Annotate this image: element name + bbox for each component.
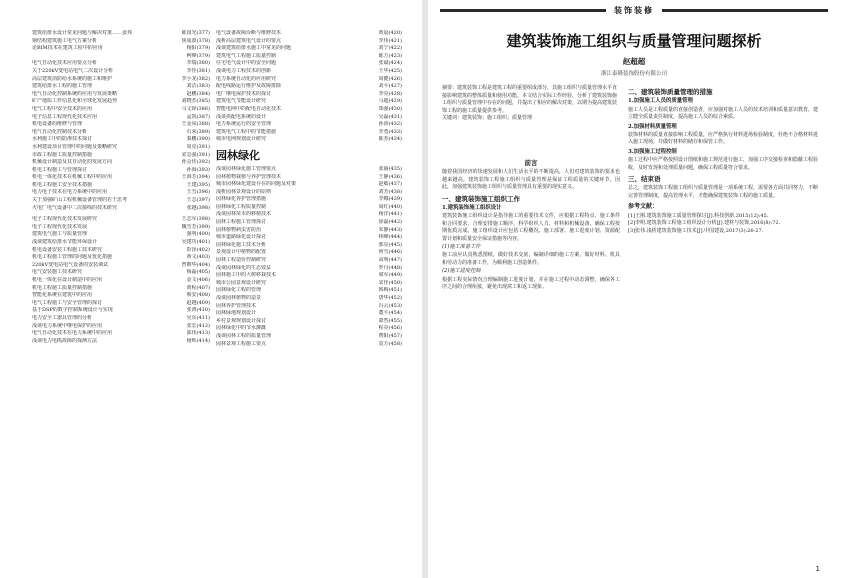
toc-entry <box>32 239 210 247</box>
toc-entry <box>32 114 210 122</box>
toc-entry-title: 机电工程施工质量控制措施 <box>32 284 93 291</box>
toc-entry-author-page: 周健(426) <box>378 75 402 82</box>
toc-entry-author-page: 李娜(439) <box>378 196 402 203</box>
toc-entry-author-page: 王金凤(388) <box>181 121 210 128</box>
toc-entry-author-page: 冯云(453) <box>378 302 402 309</box>
toc-entry <box>32 152 210 160</box>
toc-entry <box>32 307 210 315</box>
toc-entry <box>216 68 402 76</box>
toc-entry <box>32 30 210 38</box>
keywords: 关键词：建筑装饰；施工组织；质量管理 <box>442 115 533 121</box>
toc-entry-author-page: 强明(400) <box>186 231 210 238</box>
section-title: 园林绿化 <box>216 148 260 162</box>
toc-entry <box>216 196 402 204</box>
header-label: 装饰装修 <box>614 5 654 15</box>
toc-entry-title: 配电线路运行维护及故障排除 <box>216 83 282 90</box>
toc-entry <box>216 45 402 53</box>
toc-entry <box>216 287 402 295</box>
toc-entry-author-page: 曹阳(457) <box>378 332 402 339</box>
toc-entry-title: 浅谈供配电系统的设计 <box>216 113 267 120</box>
toc-entry-author-page: 蔡安(408) <box>186 292 210 299</box>
toc-entry-author-page: 梁军(449) <box>378 272 402 279</box>
toc-entry-author-page: 萧然(455) <box>378 317 402 324</box>
intro-heading: 前言 <box>524 159 538 167</box>
toc-entry <box>216 98 402 106</box>
toc-entry <box>216 310 402 318</box>
toc-entry <box>216 136 402 144</box>
toc-entry-author-page: 刘宁(422) <box>378 45 402 52</box>
toc-entry-author-page: 陈国光(377) <box>181 30 210 36</box>
author: 赵超超 <box>622 57 646 66</box>
toc-entry <box>32 106 210 114</box>
toc-entry <box>216 106 402 114</box>
toc-entry-author-page: 董平(454) <box>378 310 402 317</box>
toc-entry <box>216 174 402 182</box>
toc-entry <box>32 315 210 323</box>
toc-entry-author-page: 罗丹(448) <box>378 264 402 271</box>
toc-entry <box>32 174 210 182</box>
toc-entry <box>216 325 402 333</box>
toc-entry-title: 乡村景观规划设计探讨 <box>216 317 267 324</box>
toc-entry <box>32 68 210 76</box>
toc-entry <box>32 129 210 137</box>
toc-entry-author-page: 彭泽(402) <box>186 246 210 253</box>
toc-entry-author-page: 周红(440) <box>378 203 402 210</box>
toc-entry <box>216 257 402 265</box>
toc-entry-author-page: 杨阳(379) <box>186 45 210 52</box>
toc-entry-title: 电气工程施工与安全管理的探讨 <box>32 299 103 306</box>
subheading-2-1: 1.加强施工人员的质量管理 <box>628 98 693 105</box>
toc-entry-author-page: 李小龙(382) <box>181 75 210 82</box>
toc-entry-author-page: 孙会佳(392) <box>181 159 210 166</box>
toc-entry <box>32 330 210 338</box>
toc-entry-title: 园林绿化养护管理措施 <box>216 196 267 203</box>
toc-entry-author-page: 杨洋(441) <box>378 211 402 218</box>
toc-entry-author-page: 张越(398) <box>186 204 210 211</box>
paragraph: 建筑装饰施工组织设计是指导施工的重要技术文件，应根据工程特点、施工条件和合同要求，合理安排施工顺序，科学组织人力、材料和机械设备，确保工程按期优质完成。施工组织设计应包括工程概况、施工部署、施工进度计划、资源配置计划和质量安全保证措施等内容。 <box>442 213 620 242</box>
reference-item: [2]李明.建筑装饰工程施工组织设计分析[J].建材与装饰,2016(8):72. <box>628 220 781 227</box>
toc-entry-title: 城市园林绿化建设存在的问题及对策 <box>216 181 297 188</box>
toc-entry-author-page: 徐磊(442) <box>378 219 402 226</box>
toc-entry <box>32 300 210 308</box>
toc-entry-author-page: 张斌(424) <box>378 60 402 67</box>
paragraph: 施工前应认真熟悉图纸，做好技术交底，编制详细的施工方案，做好材料、机具和劳动力的准备工作，为顺利施工创造条件。 <box>442 252 620 266</box>
affiliation: 浙江泰隆装饰股份有限公司 <box>600 71 667 77</box>
paragraph: 施工人员是工程质量的直接创造者，应加强对施工人员的技术培训和质量意识教育，建立健全质量责任制度，提高施工人员的综合素质。 <box>628 106 818 121</box>
toc-entry-title: 住宅电气设计中的安全问题 <box>216 60 277 67</box>
toc-entry-author-page: 张丽(435) <box>378 165 402 172</box>
toc-entry <box>32 285 210 293</box>
toc-entry-title: 电厂继电保护技术的探讨 <box>216 90 272 97</box>
toc-entry <box>32 338 210 346</box>
toc-entry-author-page: 何雪(446) <box>378 249 402 256</box>
paragraph: 施工过程中应严格按照设计图纸和施工规范进行施工，加强工序交接检查和隐蔽工程验收，及时发现和处理质量问题，确保工程质量符合要求。 <box>628 157 818 171</box>
toc-entry <box>216 38 402 46</box>
toc-column-2 <box>216 30 402 348</box>
toc-entry <box>216 227 402 235</box>
toc-entry-title: 浅谈园林绿化施工管理要点 <box>216 165 277 172</box>
body-column-2 <box>628 85 818 565</box>
toc-entry-title: 机电设备安装工程施工技术研究 <box>32 246 103 253</box>
toc-entry-title: 电子工程现代化技术发展 <box>32 223 88 230</box>
reference-item: [1]王刚.建筑装饰施工质量管理探讨[J].科技创新,2015(12):45. <box>628 212 769 219</box>
toc-entry-title: 园林绿化中的节水灌溉 <box>216 325 267 332</box>
toc-entry-title: 电力系统运行的安全管理 <box>216 121 272 128</box>
toc-entry-title: 建筑给排水设计常见问题与解决对策……姜邦 <box>32 30 133 36</box>
toc-entry-title: 浅谈电力工程技术的创新 <box>216 67 272 74</box>
toc-entry <box>32 98 210 106</box>
toc-entry-author-page: 李佳(381) <box>186 67 210 74</box>
toc-entry <box>32 45 210 53</box>
toc-entry-title: 电气自动化技术应用要点分析 <box>32 60 98 67</box>
toc-entry <box>32 189 210 197</box>
toc-entry-author-page: 吴磊(431) <box>378 113 402 120</box>
toc-entry <box>32 205 210 213</box>
heading-2: 二、建筑装饰质量管理的措施 <box>628 88 713 96</box>
toc-entry-title: 矿产地质工作信息化和全球化发展趋势 <box>32 98 118 105</box>
toc-entry-author-page: 李瑞(380) <box>186 60 210 67</box>
toc-entry-title: 浅谈园林工程的质量管理 <box>216 332 272 339</box>
toc-entry-title: 机电一体化在设计制造中的应用 <box>32 277 103 283</box>
toc-entry-author-page: 吴东(411) <box>186 314 210 321</box>
heading-3: 三、结束语 <box>628 175 661 184</box>
toc-entry-author-page: 陈方(423) <box>378 52 402 59</box>
abstract-text: 摘要：建筑装饰工程是建筑工程的重要组成部分，其施工组织与质量管理水平直接影响建筑的整体质量和使用功能。本文结合实际工作经验，分析了建筑装饰施工组织与质量管理中存在的问题，并提出了相应的解决对策，以期为提高建筑装饰工程的施工质量提供参考。 <box>442 85 618 114</box>
toc-entry <box>216 129 402 137</box>
toc-entry-title: 浅析园林景观设计的原则 <box>216 188 272 195</box>
toc-entry-author-page: 王华(425) <box>378 67 402 74</box>
toc-entry-author-page: 焦成波(378) <box>181 37 210 44</box>
toc-entry <box>32 277 210 285</box>
toc-entry <box>216 249 402 257</box>
toc-entry <box>216 303 402 311</box>
toc-column-1 <box>32 30 210 345</box>
toc-entry-author-page: 孙海(393) <box>186 166 210 173</box>
toc-entry-title: 建筑电气工程中的节能措施 <box>216 128 277 135</box>
toc-entry-title: 钢结构建筑施工电气方案分析 <box>32 37 98 44</box>
toc-entry-title: 建筑电气工程施工质量控制 <box>216 52 277 59</box>
toc-entry-title: 火电厂电气设备中二次接线的技术研究 <box>32 204 118 211</box>
toc-entry <box>216 272 402 280</box>
toc-entry-title: 园林养护管理技术 <box>216 302 257 309</box>
toc-entry-author-page: 袁方(458) <box>378 340 402 347</box>
toc-entry <box>32 38 210 46</box>
toc-entry <box>216 189 402 197</box>
toc-entry-title: 基于DSP的数字控制系统设计与实现 <box>32 307 113 314</box>
toc-entry-title: 浅析高层建筑电气设计的要点 <box>216 37 282 44</box>
toc-entry-title: 电力系统自动化的应用研究 <box>216 75 277 82</box>
toc-entry-author-page: 黄程(407) <box>186 284 210 291</box>
toc-entry-author-page: 赵越(409) <box>186 299 210 306</box>
toc-entry-author-page: 王静(436) <box>378 173 402 180</box>
toc-entry <box>32 83 210 91</box>
toc-entry <box>216 219 402 227</box>
toc-entry <box>32 247 210 255</box>
toc-entry-author-page: 朱静(443) <box>378 226 402 233</box>
toc-entry <box>216 181 402 189</box>
toc-entry <box>216 280 402 288</box>
toc-entry-title: 智能化系统在建筑中的应用 <box>32 292 93 299</box>
toc-entry-author-page: 李伟(421) <box>378 37 402 44</box>
toc-entry <box>216 76 402 84</box>
toc-entry <box>216 114 402 122</box>
toc-col2-list <box>216 30 402 144</box>
toc-entry <box>216 242 402 250</box>
toc-entry-author-page: 刘平(427) <box>378 83 402 90</box>
paragraph: 根据工程实际情况合理编制施工进度计划，并在施工过程中动态调整，确保各工序之间的合理衔接，避免出现窝工和返工现象。 <box>442 276 620 291</box>
toc-entry-author-page: 唐华(452) <box>378 295 402 301</box>
toc-entry <box>216 166 402 174</box>
subsubheading: (2)施工进度控制 <box>442 268 481 275</box>
toc-entry-title: 建筑电气节能设计研究 <box>216 98 267 105</box>
toc-entry <box>32 53 210 61</box>
toc-entry-title: 园林景观工程施工要点 <box>216 340 267 347</box>
toc-entry-author-page: 李亮(428) <box>378 90 402 97</box>
toc-entry <box>32 159 210 167</box>
toc-entry-author-page: 王海芳(394) <box>181 174 210 181</box>
toc-entry <box>32 224 210 232</box>
toc-entry-author-page: 王雪(396) <box>186 189 210 196</box>
toc-col2-after <box>216 166 402 348</box>
intro-paragraph: 随着我国经济的快速发展和人们生活水平的不断提高，人们对建筑装饰的要求也越来越高。建筑装饰工程施工组织与质量管理是保证工程质量的关键环节。因此，加强建筑装饰施工组织与质量管理具有重要的现实意义。 <box>442 169 620 191</box>
toc-entry-author-page: 张宏(412) <box>186 322 210 329</box>
left-page <box>0 0 422 578</box>
toc-entry-author-page: 马超(429) <box>378 98 402 105</box>
toc-entry-title: 浅谈园林植物的造景 <box>216 295 262 301</box>
toc-entry-author-page: 黄文(403) <box>186 254 210 261</box>
toc-entry-author-page: 黄晨(420) <box>378 30 402 36</box>
toc-entry-author-page: 李勇(433) <box>378 128 402 135</box>
abstract <box>442 85 620 123</box>
toc-entry-title: 水利建设项目管理中的问题及策略研究 <box>32 143 118 150</box>
toc-entry-author-page: 曾朝华(404) <box>181 261 210 268</box>
toc-entry-title: 园林植物栽植与养护管理技术 <box>216 173 282 180</box>
toc-entry-author-page: 宋志强(391) <box>181 151 210 158</box>
toc-entry-title: 水利施工中的防渗技术探讨 <box>32 136 93 143</box>
toc-entry-title: 建筑电气施工与质量管理 <box>32 231 88 238</box>
toc-entry-title: 机电工程施工与管理探讨 <box>32 166 88 173</box>
references-list <box>628 213 818 235</box>
toc-entry-author-page: 郑强(430) <box>378 105 402 112</box>
toc-entry <box>216 204 402 212</box>
toc-entry-title: 电气自动化技术在电力系统中的应用 <box>32 330 113 337</box>
toc-entry-author-page: 程亮(456) <box>378 325 402 332</box>
toc-entry <box>32 167 210 175</box>
toc-entry <box>32 91 210 99</box>
toc-entry <box>32 269 210 277</box>
toc-entry-author-page: 张鸿(410) <box>186 307 210 314</box>
toc-entry-title: 电气安装施工技术研究 <box>32 269 83 276</box>
toc-entry <box>216 91 402 99</box>
toc-entry-author-page: 邵伟(413) <box>186 330 210 337</box>
toc-entry-author-page: 魏雪芳(399) <box>181 223 210 230</box>
toc-entry-title: 关于加强矿山工程机械设备管理的若干思考 <box>32 197 128 204</box>
toc-entry-title: 城市公园景观设计研究 <box>216 279 267 286</box>
toc-entry-title: 园林绿化工程质量控制 <box>216 203 267 210</box>
toc-entry <box>216 60 402 68</box>
toc-col1-top <box>32 30 210 212</box>
heading-1: 一、建筑装饰施工组织工作 <box>442 194 520 203</box>
toc-entry-author-page: 刘洁(383) <box>186 83 210 90</box>
toc-entry-author-page: 赵敏(437) <box>378 181 402 188</box>
toc-entry-title: 浅谈园林绿化的生态效益 <box>216 264 272 271</box>
toc-entry <box>32 292 210 300</box>
toc-entry-title: 浅谈建筑给排水施工中常见的问题 <box>216 45 292 52</box>
toc-entry-title: 高层建筑消防给水系统的施工和维护 <box>32 75 113 82</box>
header-bar-left <box>440 9 606 12</box>
toc-entry-title: 220kV变电站电气设备的安装调试 <box>32 261 109 268</box>
toc-entry-author-page: 韩梅(451) <box>378 287 402 294</box>
subsubheading: (1)施工准备工作 <box>442 244 481 251</box>
toc-entry <box>32 231 210 239</box>
toc-entry-title: 园林施工中的大树移栽技术 <box>216 272 277 279</box>
header-bar-right <box>662 9 828 12</box>
toc-entry-title: 论BIM技术在建筑工程中的应用 <box>32 45 103 52</box>
toc-entry-author-page: 林峰(444) <box>378 234 402 241</box>
toc-entry-title: 城市电网规划设计研究 <box>216 136 267 143</box>
toc-entry <box>32 144 210 152</box>
toc-entry-author-page: 孙涛(432) <box>378 121 402 128</box>
toc-col1-bottom <box>32 216 210 345</box>
toc-entry <box>216 318 402 326</box>
toc-entry-author-page: 陈杰(434) <box>378 136 402 143</box>
toc-entry <box>216 83 402 91</box>
toc-entry-author-page: 石荣(389) <box>186 128 210 135</box>
page-number: 1 <box>815 565 820 573</box>
toc-entry-title: 关于220kV变电站电气二次设计分析 <box>32 67 114 74</box>
toc-entry-title: 机电工程施工安全技术措施 <box>32 181 93 188</box>
toc-entry-author-page: 王建(395) <box>186 181 210 188</box>
toc-entry-title: 园林工程施工管理探讨 <box>216 219 267 226</box>
toc-entry-author-page: 吴建功(401) <box>181 239 210 246</box>
section-header <box>440 4 828 16</box>
toc-entry-author-page: 杨辉(414) <box>186 337 210 344</box>
toc-entry <box>32 216 210 224</box>
toc-entry-author-page: 金文(406) <box>186 277 210 283</box>
reference-item: [3]张伟.浅析建筑装饰施工技术[J].中国建设,2017(3):26-27. <box>628 227 764 234</box>
references-title: 参考文献： <box>628 203 659 211</box>
toc-entry-author-page: 宋佳(450) <box>378 279 402 286</box>
toc-entry-author-page: 马文铎(386) <box>181 105 210 112</box>
toc-entry-title: 电力电子技术在电力系统中的应用 <box>32 189 108 196</box>
toc-entry-title: 景观设计中植物的配置 <box>216 249 267 256</box>
toc-entry <box>32 262 210 270</box>
toc-entry-title: 机电设备的维修与管理 <box>32 121 83 128</box>
toc-entry <box>216 265 402 273</box>
toc-entry-title: 园林绿地规划设计 <box>216 310 257 317</box>
toc-entry <box>216 121 402 129</box>
toc-entry-title: 建筑给排水工程的施工管理 <box>32 83 93 90</box>
article-title: 建筑装饰施工组织与质量管理问题探析 <box>506 32 762 50</box>
body-column-1 <box>442 156 620 566</box>
toc-entry-title: 浅谈电力电缆故障的探测方法 <box>32 337 98 344</box>
toc-entry <box>216 341 402 349</box>
toc-entry <box>216 211 402 219</box>
toc-entry-author-page: 杨磊(405) <box>186 269 210 276</box>
paragraph: 总之，建筑装饰工程施工组织与质量管理是一项系统工程，需要各方面共同努力，不断完善管理制度，提高管理水平，才能确保建筑装饰工程的施工质量。 <box>628 185 818 199</box>
toc-entry-title: 智能电网中的配电自动化技术 <box>216 105 282 112</box>
toc-entry-author-page: 孟凯(387) <box>186 113 210 120</box>
toc-entry-author-page: 高明(447) <box>378 257 402 264</box>
toc-entry-title: 园林绿化工程的管理 <box>216 287 262 294</box>
toc-entry-author-page: 柯峰(379) <box>186 52 210 59</box>
toc-entry-author-page: 郭亮(445) <box>378 241 402 248</box>
toc-entry-title: 浅谈电力系统中继电保护的应用 <box>32 322 103 329</box>
toc-entry-title: 电气工程中安全技术的应用 <box>32 105 93 112</box>
subheading-1-1: 1.建筑装饰施工组织设计 <box>442 205 502 212</box>
toc-entry-title: 电气设备故障诊断与维修技术 <box>216 30 282 36</box>
toc-entry-title: 机电工程施工管理的问题及优化措施 <box>32 254 113 261</box>
subheading-2-3: 3.加强施工过程控制 <box>628 148 677 155</box>
toc-entry-author-page: 王志军(398) <box>181 216 210 223</box>
toc-entry-title: 市政工程施工质量控制措施 <box>32 151 93 158</box>
toc-entry-author-page: 赵鹏(384) <box>186 90 210 97</box>
toc-entry <box>32 136 210 144</box>
toc-entry <box>32 323 210 331</box>
toc-entry <box>32 76 210 84</box>
toc-entry-title: 电气自动化控制系统的应用与发展策略 <box>32 90 118 97</box>
toc-entry-title: 浅谈建筑给排水节能环保设计 <box>32 239 98 246</box>
toc-entry <box>32 121 210 129</box>
toc-entry-title: 园林工程造价控制研究 <box>216 257 267 264</box>
toc-entry-title: 机械设计制造及其自动化的发展方向 <box>32 159 113 166</box>
toc-entry-author-page: 刘芳(438) <box>378 188 402 195</box>
toc-entry-author-page: 周克(391) <box>186 143 210 150</box>
subheading-2-2: 2.加强材料质量管理 <box>628 123 677 130</box>
toc-entry-title: 园林植物病虫害防治 <box>216 226 262 233</box>
toc-entry-author-page: 王志(397) <box>186 197 210 204</box>
toc-entry-title: 电子信息工程现代化技术应用 <box>32 113 98 120</box>
toc-entry <box>32 197 210 205</box>
toc-entry-title: 电气自动化控制技术分析 <box>32 128 88 135</box>
toc-entry <box>216 30 402 38</box>
toc-entry <box>216 295 402 303</box>
toc-entry-author-page: 秦鹏(390) <box>186 136 210 143</box>
toc-entry <box>216 53 402 61</box>
toc-entry <box>32 60 210 68</box>
toc-entry <box>32 254 210 262</box>
toc-entry-title: 电子工程现代化技术发展研究 <box>32 216 98 223</box>
toc-entry <box>216 234 402 242</box>
toc-entry-title: 电力安全工器具管理的分析 <box>32 314 93 321</box>
toc-entry <box>32 182 210 190</box>
toc-entry-title: 机电一体化技术在机械工程中的应用 <box>32 174 113 181</box>
toc-entry-author-page: 刘晓杰(385) <box>181 98 210 105</box>
toc-entry-title: 浅谈园林苗木的移植技术 <box>216 211 272 218</box>
toc-entry-title: 城市道路绿化设计探讨 <box>216 234 267 241</box>
toc-entry-title: 园林绿化施工技术分析 <box>216 241 267 248</box>
toc-entry <box>216 333 402 341</box>
paragraph: 装饰材料的质量直接影响工程质量，应严格执行材料进场检验制度，杜绝不合格材料进入施工现场，并做好材料的储存和保管工作。 <box>628 132 818 146</box>
